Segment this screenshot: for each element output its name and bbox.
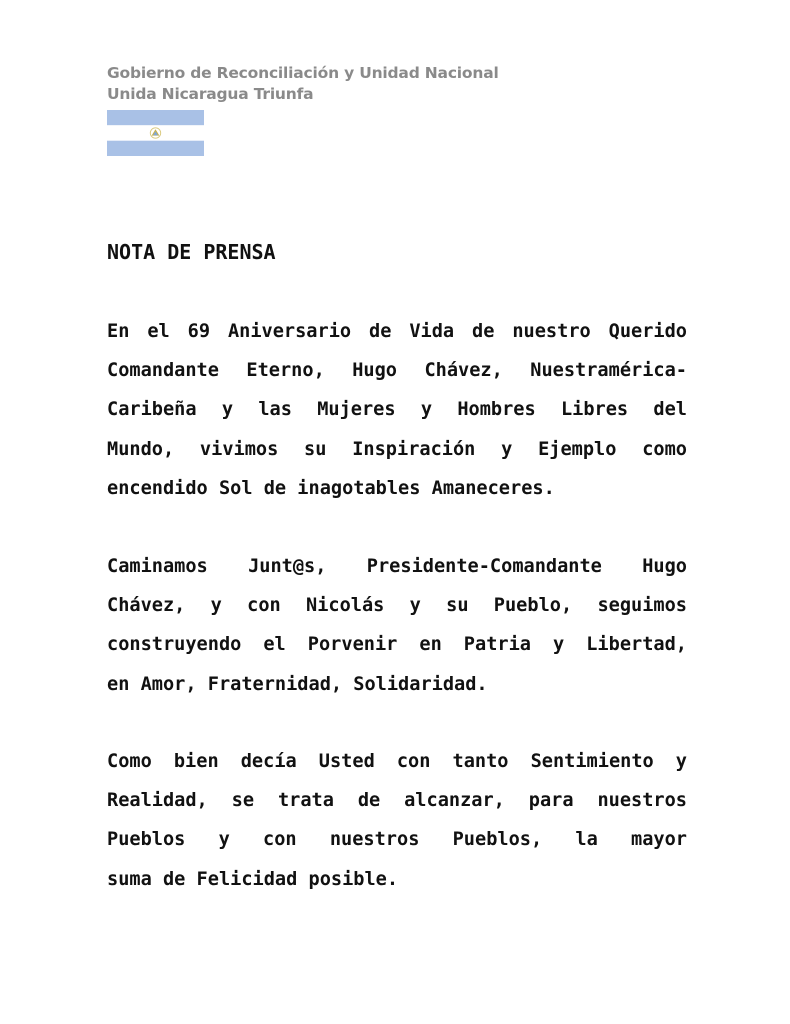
paragraph-line: Como bien decía Usted con tanto Sentimiento y	[107, 751, 687, 772]
letterhead-line-2: Unida Nicaragua Triunfa	[107, 85, 314, 103]
paragraph-line: Caribeña y las Mujeres y Hombres Libres del	[107, 399, 687, 421]
flag-bottom-stripe	[107, 141, 204, 156]
paragraph-line: construyendo el Porvenir en Patria y Libertad,	[107, 634, 687, 656]
paragraph-line: Realidad, se trata de alcanzar, para nuestros	[107, 790, 687, 812]
flag-top-stripe	[107, 110, 204, 125]
paragraph-line: suma de Felicidad posible.	[107, 868, 399, 890]
paragraph-line: Caminamos Junt@s, Presidente-Comandante Hugo	[107, 556, 687, 577]
paragraph-line: en Amor, Fraternidad, Solidaridad.	[107, 673, 488, 695]
paragraph-1	[107, 312, 687, 508]
paragraph-3	[107, 742, 687, 899]
paragraph-2	[107, 547, 687, 704]
letterhead-line-1: Gobierno de Reconciliación y Unidad Nacional	[107, 64, 499, 82]
press-release-title: NOTA DE PRENSA	[107, 240, 276, 264]
paragraph-line: encendido Sol de inagotables Amaneceres.	[107, 477, 555, 499]
nicaragua-flag-icon	[107, 110, 204, 156]
paragraph-line: En el 69 Aniversario de Vida de nuestro Querido	[107, 321, 687, 342]
paragraph-line: Comandante Eterno, Hugo Chávez, Nuestramérica-	[107, 360, 687, 382]
paragraph-line: Mundo, vivimos su Inspiración y Ejemplo como	[107, 438, 687, 460]
letterhead	[107, 63, 499, 105]
paragraph-line: Chávez, y con Nicolás y su Pueblo, seguimos	[107, 595, 687, 617]
paragraph-line: Pueblos y con nuestros Pueblos, la mayor	[107, 829, 687, 851]
